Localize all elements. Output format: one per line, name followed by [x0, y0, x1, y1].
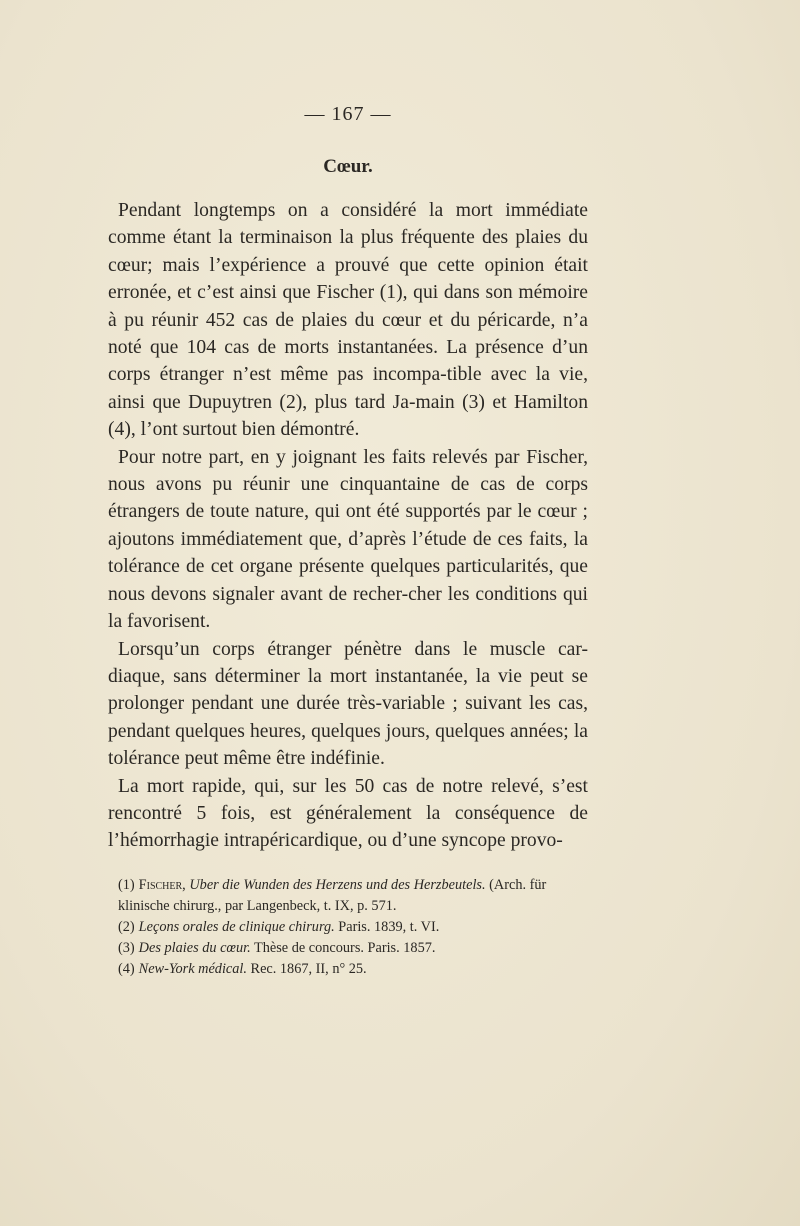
page-number: — 167 — — [304, 103, 392, 125]
footnote-3 — [108, 938, 588, 959]
footnote-title: New-York médical. — [138, 960, 247, 977]
body-text — [108, 197, 588, 855]
footnote-reference: (Arch. für klinische chirurg., par Langenbeck, t. IX, p. 571. — [118, 876, 547, 914]
footnote-title: Des plaies du cœur. — [138, 939, 251, 956]
footnote-1 — [108, 875, 588, 917]
footnote-title: Leçons orales de clinique chirurg. — [138, 918, 335, 935]
paragraph-1: Pendant longtemps on a considéré la mort immédiate comme étant la terminaison la plus fréquente des plaies du cœur; mais l’expérience a prouvé que cette opinion était erronée, et c’est ainsi que Fischer (1), qui dans son mémoire à pu réunir 452 cas de plaies du cœur et du péricarde, n’a noté que 104 cas de morts instantanées. La présence d’un corps étranger n’est même pas incompa-tible avec la vie, ainsi que Dupuytren (2), plus tard Ja-main (3) et Hamilton (4), l’ont surtout bien démontré. — [108, 200, 588, 441]
paragraph-4: La mort rapide, qui, sur les 50 cas de notre relevé, s’est rencontré 5 fois, est généralement la conséquence de l’hémorrhagie intrapéricardique, ou d’une syncope provo- — [108, 775, 588, 852]
footnotes — [108, 875, 588, 980]
section-title: Cœur. — [323, 156, 373, 177]
footnote-reference: Paris. 1839, t. VI. — [334, 918, 440, 935]
footnote-number: (4) — [118, 960, 135, 977]
paragraph-3: Lorsqu’un corps étranger pénètre dans le muscle car-diaque, sans déterminer la mort instantanée, la vie peut se prolonger pendant une durée très-variable ; suivant les cas, pendant quelques heures, quelques jours, quelques années; la tolérance peut même être indéfinie. — [108, 638, 588, 770]
footnote-4 — [108, 959, 588, 980]
footnote-reference: Thèse de concours. Paris. 1857. — [250, 939, 436, 956]
footnote-author: Fischer, — [138, 876, 186, 893]
paragraph-2: Pour notre part, en y joignant les faits relevés par Fischer, nous avons pu réunir une cinquantaine de cas de corps étrangers de toute nature, qui ont été supportés par le cœur ; ajoutons immédiatement que, d’après l’étude de ces faits, la tolérance de cet organe présente quelques particularités, que nous devons signaler avant de recher-cher les conditions qui la favorisent. — [108, 446, 588, 633]
footnote-number: (1) — [118, 876, 135, 893]
footnote-number: (3) — [118, 939, 135, 956]
footnote-title: Uber die Wunden des Herzens und des Herzbeutels. — [189, 876, 486, 893]
footnote-reference: Rec. 1867, II, n° 25. — [246, 960, 367, 977]
footnote-number: (2) — [118, 918, 135, 935]
footnote-2 — [108, 917, 588, 938]
